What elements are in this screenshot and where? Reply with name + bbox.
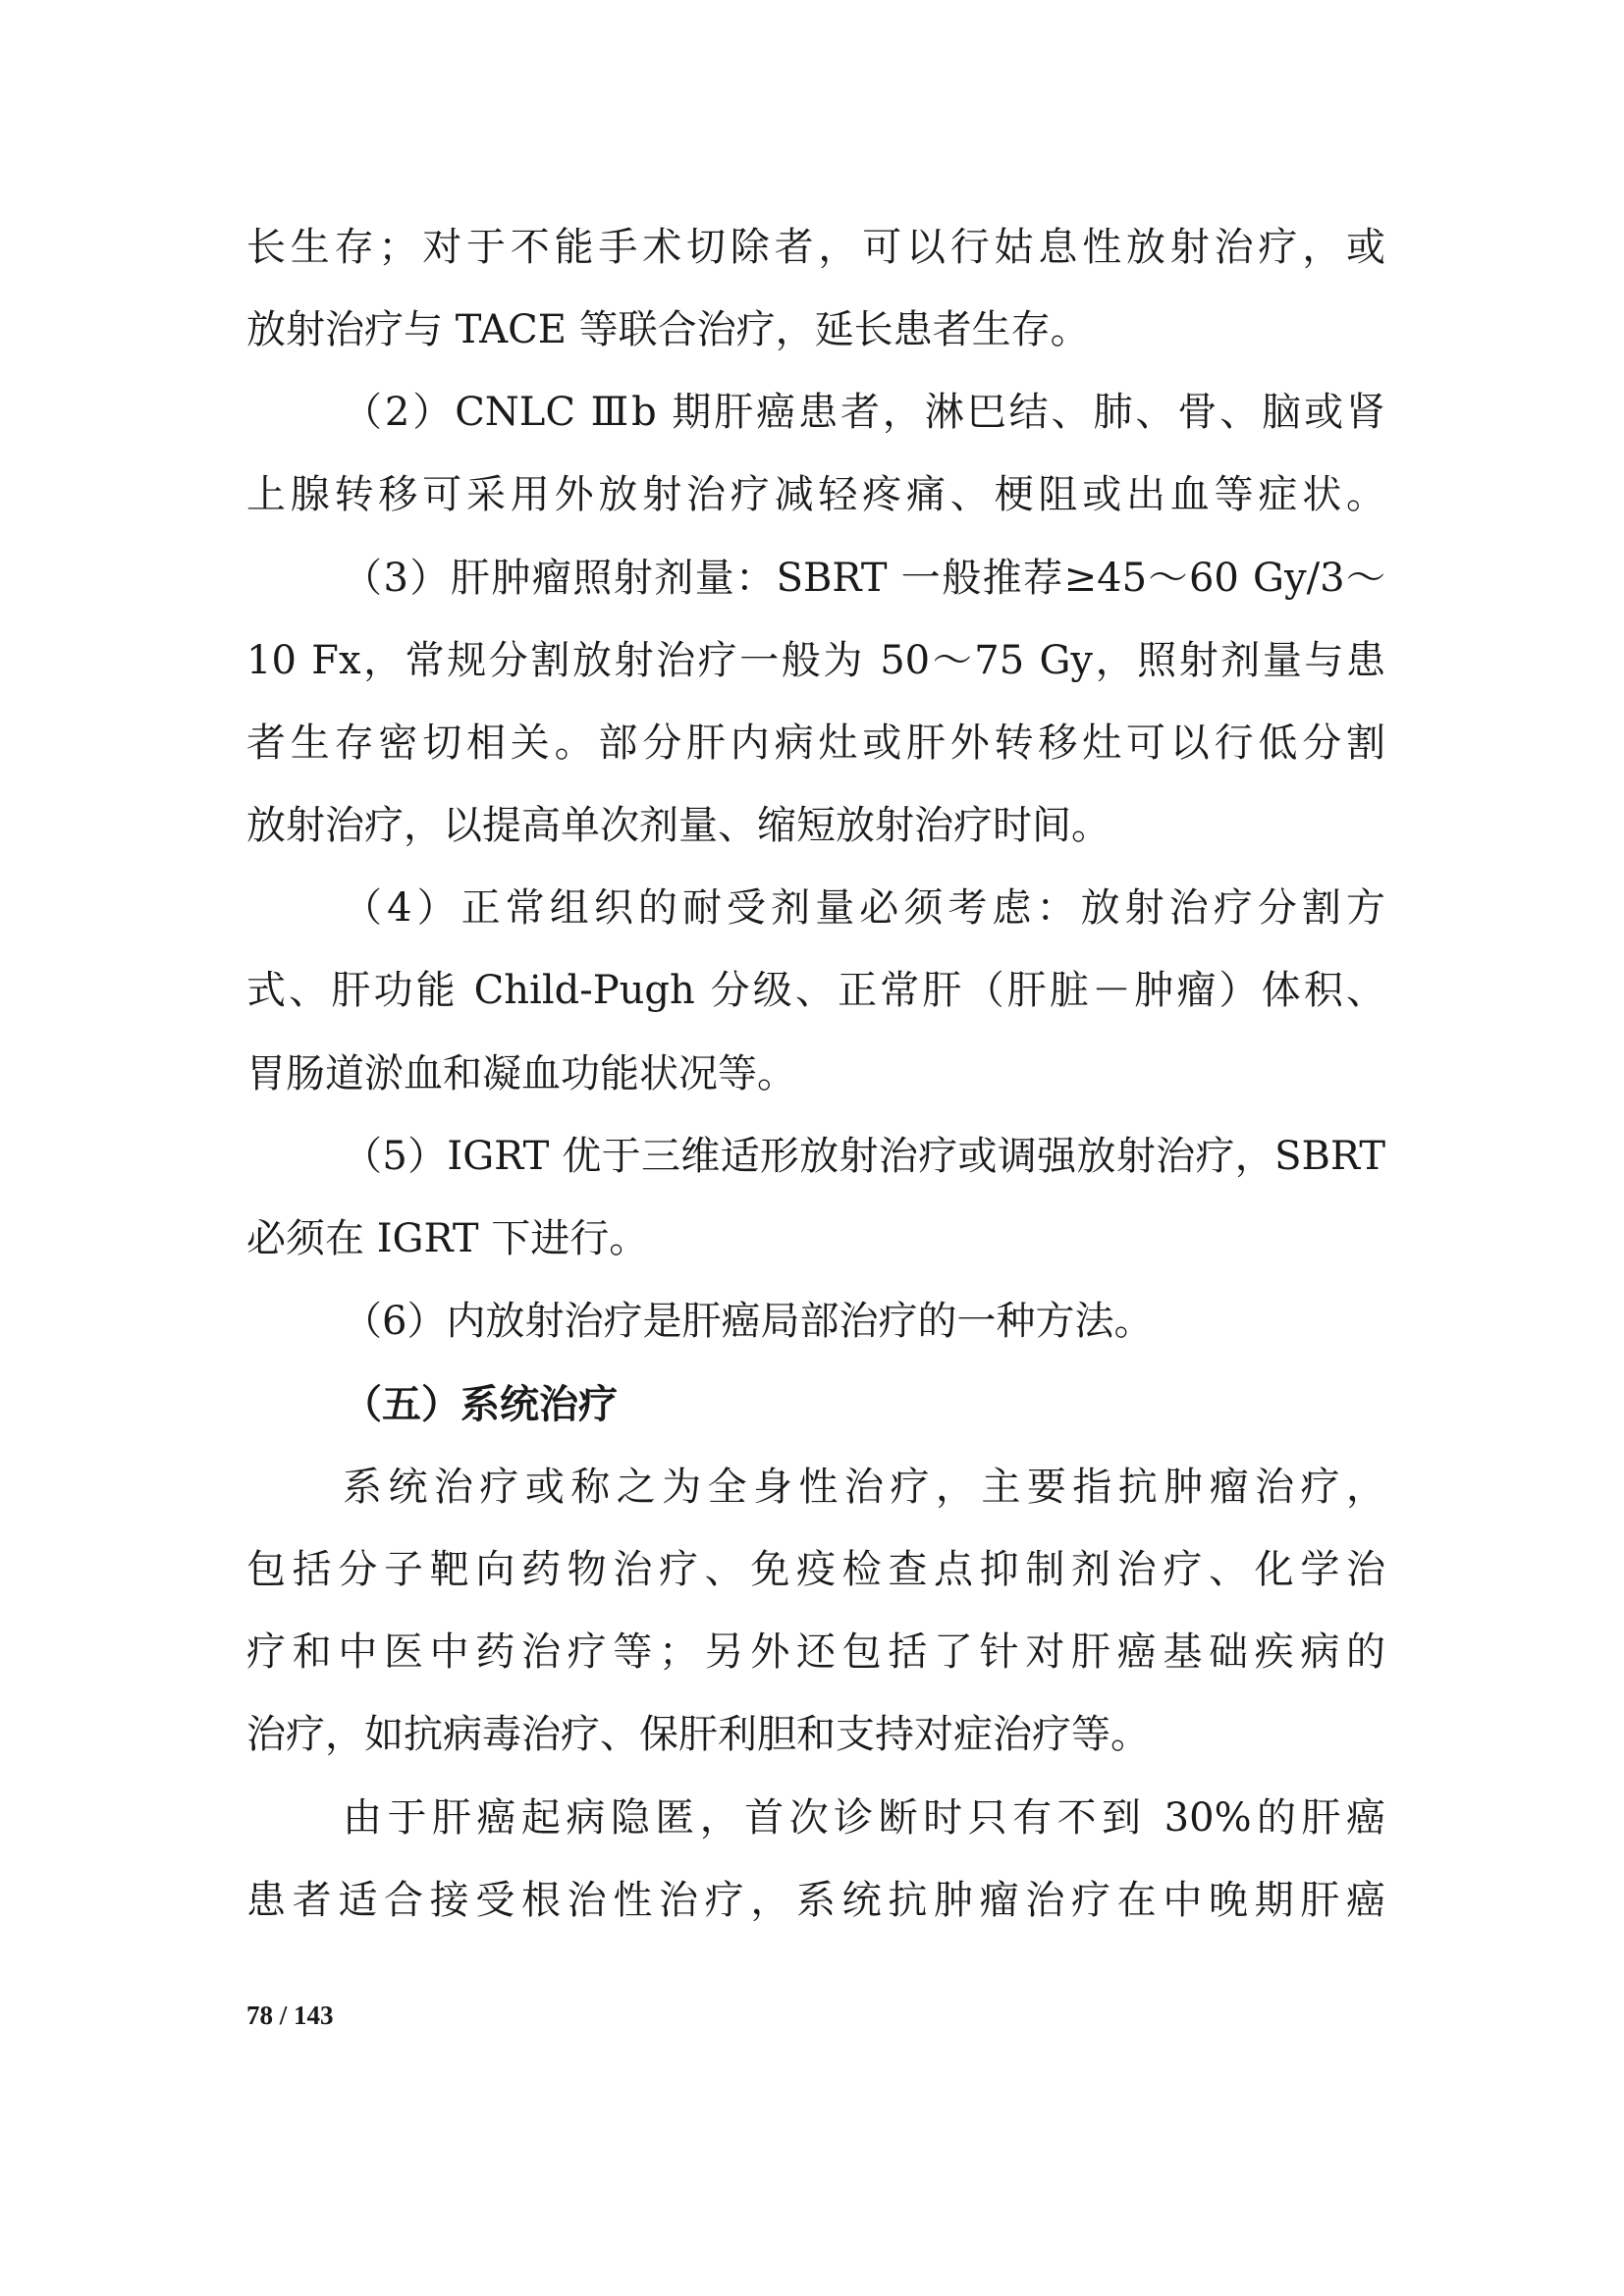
paragraph-line: 必须在 IGRT 下进行。 (246, 1216, 649, 1261)
section-heading: （五）系统治疗 (343, 1381, 618, 1427)
paragraph-line: 10 Fx，常规分割放射治疗一般为 50～75 Gy，照射剂量与患 (246, 638, 1385, 683)
paragraph-line: （6）内放射治疗是肝癌局部治疗的一种方法。 (343, 1299, 1154, 1344)
paragraph-line: 由于肝癌起病隐匿，首次诊断时只有不到 30%的肝癌 (343, 1795, 1385, 1841)
page-number: 78 / 143 (246, 2001, 334, 2030)
paragraph-line: 放射治疗与 TACE 等联合治疗，延长患者生存。 (246, 307, 1090, 352)
paragraph-line: 长生存；对于不能手术切除者，可以行姑息性放射治疗，或 (246, 225, 1385, 270)
paragraph-line: 上腺转移可采用外放射治疗减轻疼痛、梗阻或出血等症状。 (246, 472, 1385, 517)
paragraph-line: 者生存密切相关。部分肝内病灶或肝外转移灶可以行低分割 (246, 721, 1385, 766)
paragraph-line: 包括分子靶向药物治疗、免疫检查点抑制剂治疗、化学治 (246, 1547, 1385, 1592)
paragraph-line: 疗和中医中药治疗等；另外还包括了针对肝癌基础疾病的 (246, 1629, 1385, 1675)
paragraph-line: 治疗，如抗病毒治疗、保肝利胆和支持对症治疗等。 (246, 1712, 1150, 1757)
paragraph-line: （4）正常组织的耐受剂量必须考虑：放射治疗分割方 (343, 885, 1385, 931)
paragraph-line: 系统治疗或称之为全身性治疗，主要指抗肿瘤治疗， (343, 1465, 1385, 1510)
paragraph-line: （3）肝肿瘤照射剂量：SBRT 一般推荐≥45～60 Gy/3～ (343, 556, 1385, 601)
paragraph-line: 胃肠道淤血和凝血功能状况等。 (246, 1051, 796, 1096)
paragraph-line: 式、肝功能 Child-Pugh 分级、正常肝（肝脏－肿瘤）体积、 (246, 968, 1385, 1013)
paragraph-line: （5）IGRT 优于三维适形放射治疗或调强放射治疗，SBRT (343, 1134, 1385, 1179)
paragraph-line: （2）CNLC Ⅲb 期肝癌患者，淋巴结、肺、骨、脑或肾 (343, 390, 1385, 435)
paragraph-line: 放射治疗，以提高单次剂量、缩短放射治疗时间。 (246, 803, 1110, 848)
paragraph-line: 患者适合接受根治性治疗，系统抗肿瘤治疗在中晚期肝癌 (246, 1878, 1385, 1923)
